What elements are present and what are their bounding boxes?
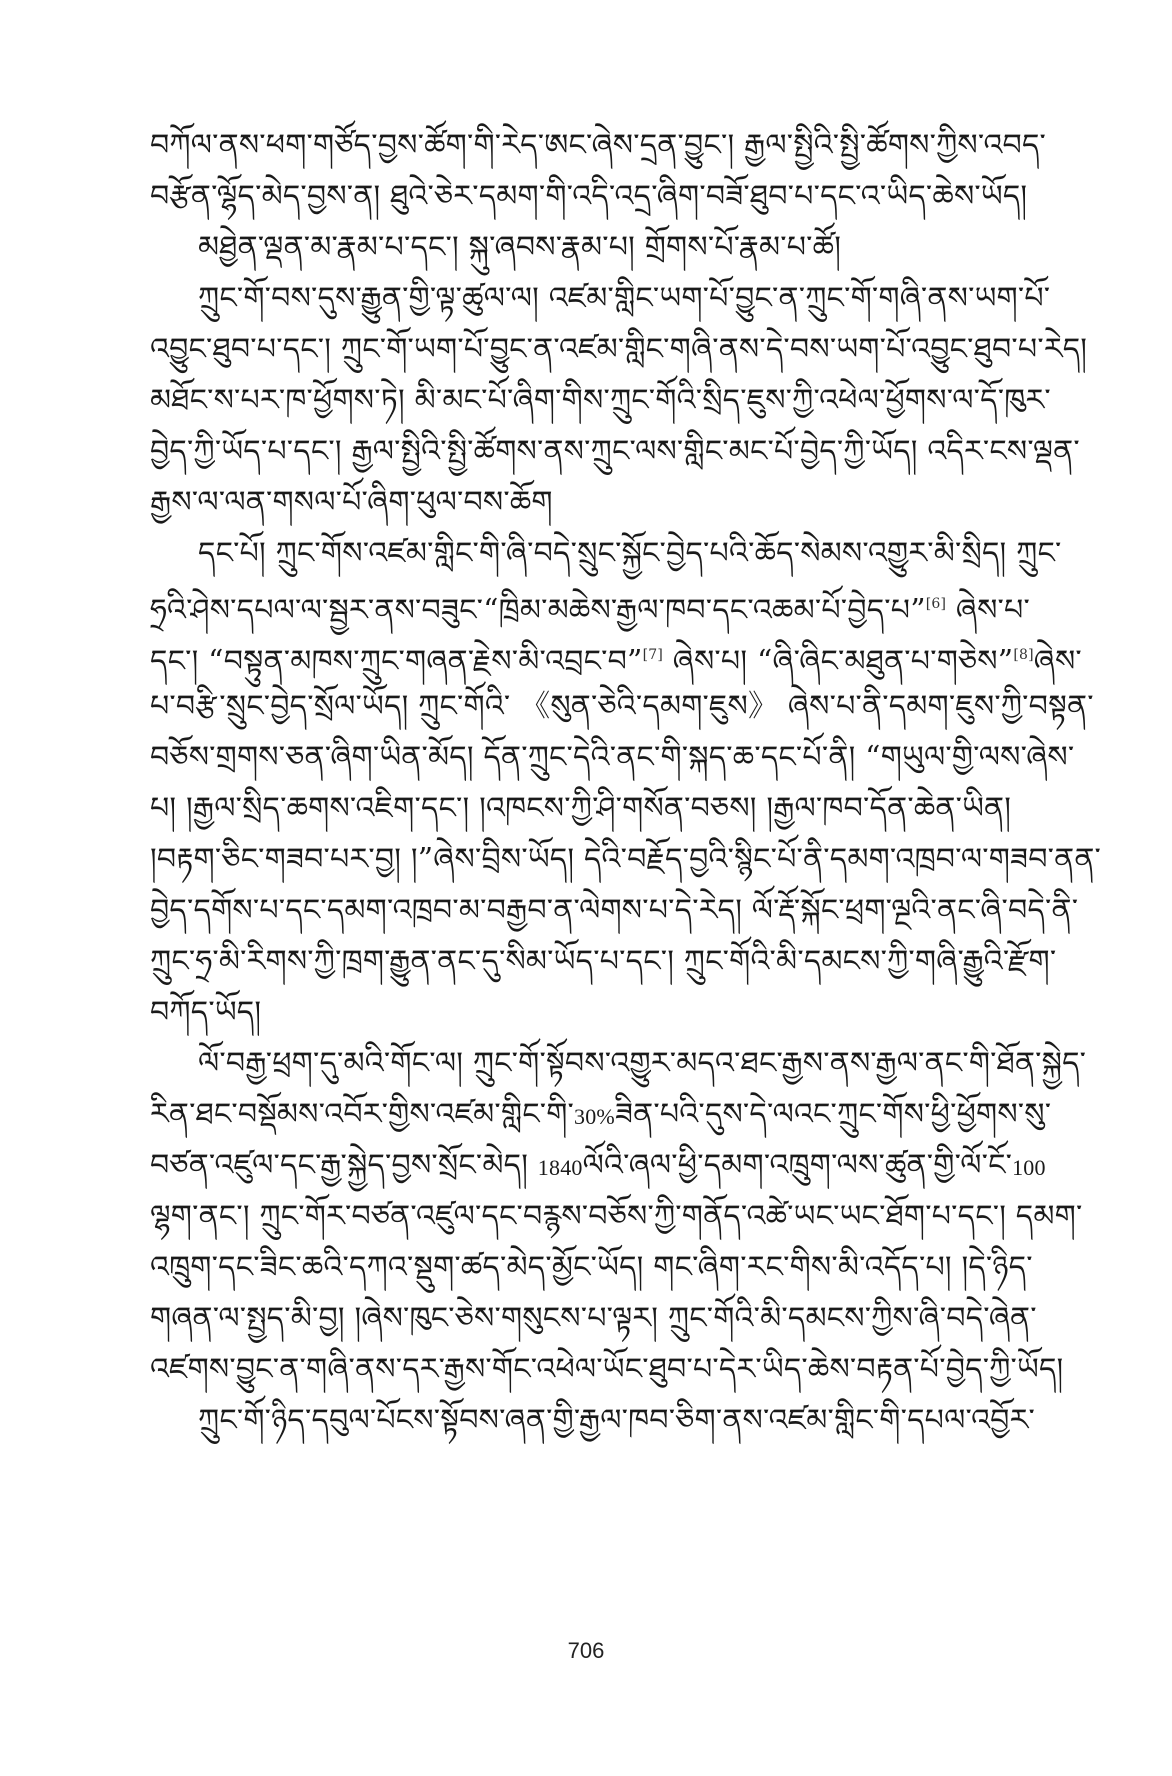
- text-line: [150, 1191, 1083, 1242]
- line-text: འཛགས་བྱུང་ན་གཞི་ནས་དར་རྒྱས་གོང་འཕེལ་ཡོང་ཐུབ་པ་དེར་ཡིད་ཆེས་བརྟན་པོ་བྱེད་ཀྱི་ཡོད།: [150, 1352, 1064, 1387]
- line-text: བཙན་འཛུལ་དང་རྒྱ་སྐྱེད་བྱས་སྲོང་མེད།: [150, 1148, 538, 1183]
- text-line: [150, 171, 1030, 222]
- line-text: གཞན་ལ་སྤྱད་མི་བྱ། །ཞེས་ཁུང་ཅེས་གསུངས་པ་ལྟར། ཀྲུང་གོའི་མི་དམངས་ཀྱིས་ཞི་བདེ་ཞེན་: [150, 1301, 1037, 1336]
- text-line: [150, 273, 1051, 324]
- line-text: རིན་ཐང་བསྡོམས་འབོར་གྱིས་འཛམ་གླིང་གི་: [150, 1097, 575, 1132]
- line-text: པ། །རྒྱལ་སྲིད་ཆགས་འཇིག་དང་། །འཁངས་ཀྱི་ཤི་གསོན་བཅས། །རྒྱལ་ཁབ་དོན་ཆེན་ཡིན།: [150, 791, 1012, 826]
- line-text: ཧྲའི་ཤེས་དཔལ་ལ་སྦྱར་ནས་བཟུང་“ཁྲིམ་མཆེས་རྒྱལ་ཁབ་དང་འཆམ་པོ་བྱེད་པ”: [150, 593, 926, 628]
- line-text-continued: ཞེས་པ་: [946, 593, 1030, 628]
- line-text: བརྩོན་ལྷོད་མེད་བྱས་ན། ཐུའེ་ཅེར་དམག་གི་འདི་འདྲ་ཞིག་བཟོ་ཐུབ་པ་དང་འ་ཡིད་ཆེས་ཡོད།: [150, 179, 1028, 214]
- line-text: ལོ་བརྒྱ་ཕྲག་དུ་མའི་གོང་ལ། ཀྲུང་གོ་སྟོབས་འགྱུར་མདའ་ཐང་རྒྱས་ནས་རྒྱལ་ནང་གི་ཐོན་སྐྱེད་: [198, 1046, 1087, 1081]
- text-line: [150, 1242, 1033, 1293]
- line-text: ཀྲུང་གོ་བས་དུས་རྒྱུན་གྱི་ལྟ་ཚུལ་ལ། འཛམ་གླིང་ཡག་པོ་བྱུང་ན་ཀྲུང་གོ་གཞི་ནས་ཡག་པོ་: [198, 281, 1051, 316]
- text-line: [150, 222, 1030, 273]
- text-line: [150, 681, 1094, 732]
- line-text: དང་པོ། ཀྲུང་གོས་འཛམ་གླིང་གི་ཞི་བདེ་སྲུང་སྐྱོང་བྱེད་པའི་ཆོད་སེམས་འགྱུར་མི་སྲིད། ཀྲུང་: [198, 536, 1062, 571]
- text-line: [150, 987, 1030, 1038]
- line-text: ཀྲུང་གོ་ཉིད་དབུལ་པོངས་སྟོབས་ཞན་གྱི་རྒྱལ་ཁབ་ཅིག་ནས་འཛམ་གླིང་གི་དཔལ་འབྱོར་: [198, 1403, 1035, 1438]
- text-line: [150, 885, 1079, 936]
- line-text-continued: ལོའི་ཞལ་ཕྱི་དམག་འཁྲུག་ལས་ཚུན་གྱི་ལོ་ངོ་: [582, 1148, 1013, 1183]
- inline-number: 1840: [537, 1155, 583, 1180]
- text-line: [150, 783, 1030, 834]
- text-line: [150, 732, 1075, 783]
- text-line: [150, 1089, 1052, 1140]
- line-text-continued: ཞེས་པ། “ཞི་ཞིང་མཐུན་པ་གཅེས”: [663, 644, 1014, 679]
- text-line: [150, 477, 1030, 528]
- page-number: 706: [567, 1638, 605, 1663]
- text-line: [150, 120, 1047, 171]
- line-text-continued: ཞེས་: [1033, 644, 1082, 679]
- line-text: དང་། “བསྟུན་མཁས་ཀྲུང་གཞན་རྗེས་མི་འབྲང་བ”: [150, 644, 643, 679]
- text-line: [150, 630, 1082, 681]
- line-text: བཀོད་ཡོད།: [150, 995, 262, 1030]
- text-line: [150, 324, 1088, 375]
- text-line: [150, 1395, 1035, 1446]
- line-text: བཅོས་གྲགས་ཅན་ཞིག་ཡིན་མོད། དོན་ཀྲུང་དེའི་ནང་གི་སྐད་ཆ་དང་པོ་ནི། “གཡུལ་གྱི་ལས་ཞེས་: [150, 740, 1075, 775]
- line-text: །བརྟག་ཅིང་གཟབ་པར་བྱ། །”ཞེས་བྲིས་ཡོད། དེའི་བརྗོད་བྱའི་སྙིང་པོ་ནི་དམག་འཁྲབ་ལ་གཟབ་ནན་: [150, 842, 1102, 877]
- line-text: བཀོལ་ནས་ཕག་གཙོད་བྱས་ཚོག་གི་རེད་ཨང་ཞེས་དྲན་བྱུང་། རྒྱལ་སྤྱིའི་སྤྱི་ཚོགས་ཀྱིས་འབད་: [150, 128, 1047, 163]
- line-text: ལྷག་ནང་། ཀྲུང་གོར་བཙན་འཛུལ་དང་བརྙས་བཅོས་ཀྱི་གནོད་འཚེ་ཡང་ཡང་ཐོག་པ་དང་། དམག་: [150, 1199, 1083, 1234]
- line-text: བྱེད་དགོས་པ་དང་དམག་འཁྲབ་མ་བརྒྱབ་ན་ལེགས་པ་དེ་རེད། ལོ་རྡོ་སྐོང་ཕྲག་ལྔའི་ནང་ཞི་བདེ་ནི་: [150, 893, 1079, 928]
- line-text: རྒྱས་ལ་ལན་གསལ་པོ་ཞིག་ཕུལ་བས་ཆོག: [150, 485, 553, 520]
- text-line: [150, 426, 1080, 477]
- line-text: ཀྲུང་ཧྲ་མི་རིགས་ཀྱི་ཁྲག་རྒྱུན་ནང་དུ་སིམ་ཡོད་པ་དང་། ཀྲུང་གོའི་མི་དམངས་ཀྱི་གཞི་རྒྱུའི་རྫོག་: [150, 944, 1057, 979]
- line-text: མཐོང་ས་པར་ཁ་ཕྱོགས་ཏེ། མི་མང་པོ་ཞིག་གིས་ཀྲུང་གོའི་སྲིད་ཇུས་ཀྱི་འཕེལ་ཕྱོགས་ལ་དོ་ཁུར་: [150, 383, 1051, 418]
- text-line: [150, 579, 1030, 630]
- footnote-ref: [6]: [925, 596, 947, 612]
- footnote-ref: [8]: [1013, 647, 1034, 663]
- text-line: [150, 1344, 1064, 1395]
- line-text: བྱེད་ཀྱི་ཡོད་པ་དང་། རྒྱལ་སྤྱིའི་སྤྱི་ཚོགས་ནས་ཀྲུང་ལས་གླིང་མང་པོ་བྱེད་ཀྱི་ཡོད། འདིར་ངས་ལྡན་: [150, 434, 1080, 469]
- text-line: [150, 1038, 1087, 1089]
- line-text: འབྱུང་ཐུབ་པ་དང་། ཀྲུང་གོ་ཡག་པོ་བྱུང་ན་འཛམ་གླིང་གཞི་ནས་དེ་བས་ཡག་པོ་འབྱུང་ཐུབ་པ་རེད།: [150, 332, 1088, 367]
- line-text-continued: ཟིན་པའི་དུས་དེ་ལའང་ཀྲུང་གོས་ཕྱི་ཕྱོགས་སུ་: [614, 1097, 1052, 1132]
- text-line: [150, 375, 1051, 426]
- text-line: [150, 834, 1102, 885]
- inline-number: 30%: [574, 1104, 615, 1129]
- line-text: པ་བརྩི་སྲུང་བྱེད་སྲོལ་ཡོད། ཀྲུང་གོའི་ 《སུན་ཅེའི་དམག་ཇུས》 ཞེས་པ་ནི་དམག་ཇུས་ཀྱི་བསྟན་: [150, 689, 1094, 724]
- line-text: མཐྱེན་ལྡན་མ་རྣམ་པ་དང་། སྐུ་ཞབས་རྣམ་པ། གྲོགས་པོ་རྣམ་པ་ཚོ།: [198, 230, 842, 265]
- text-line: [150, 936, 1057, 987]
- inline-number: 100: [1012, 1155, 1046, 1180]
- text-line: [150, 1140, 1046, 1191]
- footnote-ref: [7]: [642, 647, 664, 663]
- text-line: [150, 528, 1062, 579]
- line-text: འཁྲུག་དང་ཟིང་ཆའི་དཀའ་སྡུག་ཚད་མེད་མྱོང་ཡོད། གང་ཞིག་རང་གིས་མི་འདོད་པ། །དེ་ཉིད་: [150, 1250, 1033, 1285]
- body-text: [150, 120, 1102, 1446]
- text-line: [150, 1293, 1037, 1344]
